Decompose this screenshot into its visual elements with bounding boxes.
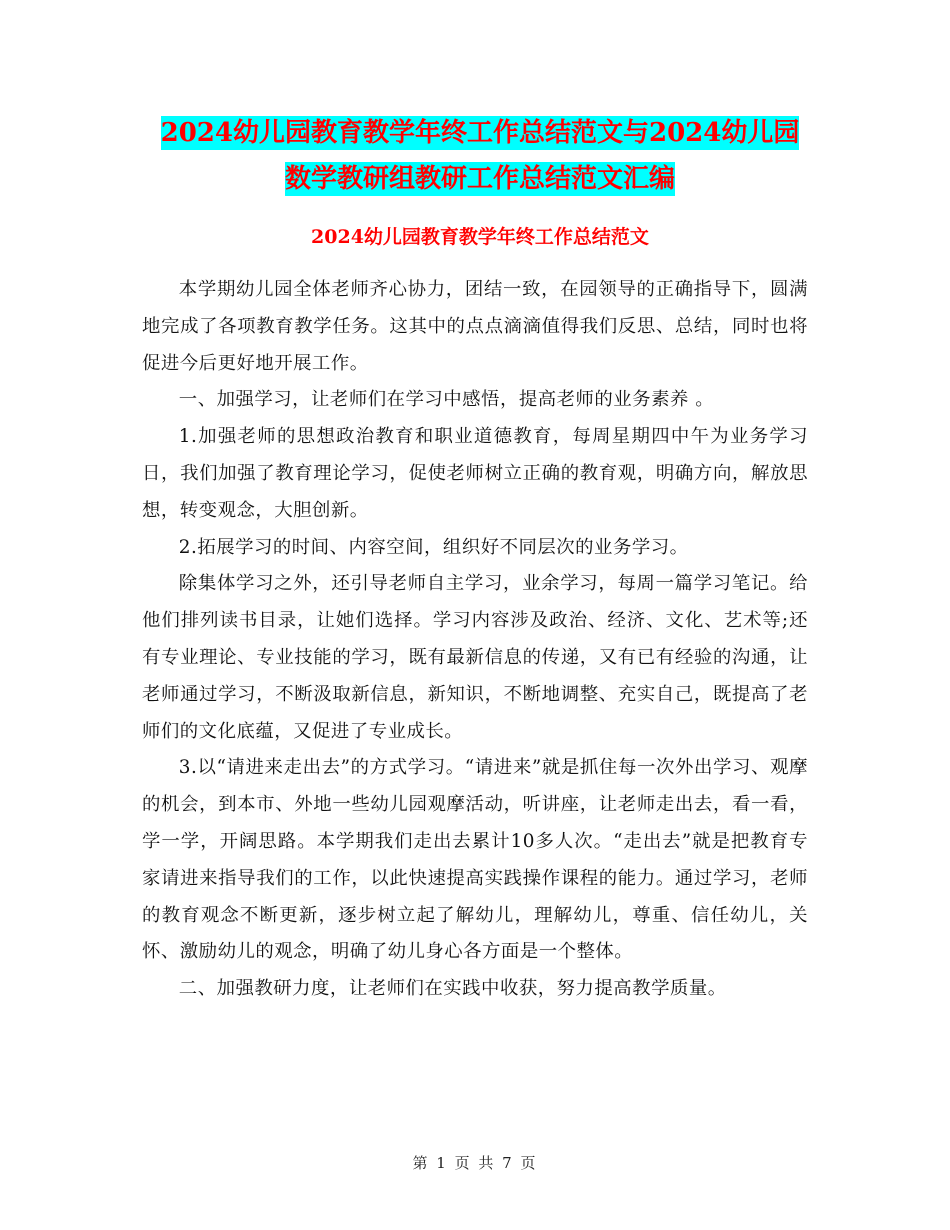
- paragraph: 3.以“请进来走出去”的方式学习。“请进来”就是抓住每一次外出学习、观摩的机会，到本市、外地一些幼儿园观摩活动，听讲座，让老师走出去，看一看，学一学，开阔思路。本学期我们走出去累计10多人次。“走出去”就是把教育专家请进来指导我们的工作，以此快速提高实践操作课程的能力。通过学习，老师的教育观念不断更新，逐步树立起了解幼儿，理解幼儿，尊重、信任幼儿，关怀、激励幼儿的观念，明确了幼儿身心各方面是一个整体。: [142, 757, 808, 963]
- paragraph: 一、加强学习，让老师们在学习中感悟，提高老师的业务素养 。: [178, 389, 715, 411]
- paragraph: 1.加强老师的思想政治教育和职业道德教育，每周星期四中午为业务学习日，我们加强了教育理论学习，促使老师树立正确的教育观，明确方向，解放思想，转变观念，大胆创新。: [142, 426, 808, 521]
- paragraph: 除集体学习之外，还引导老师自主学习，业余学习，每周一篇学习笔记。给他们排列读书目录，让她们选择。学习内容涉及政治、经济、文化、艺术等;还有专业理论、专业技能的学习，既有最新信息的传递，又有已有经验的沟通，让老师通过学习，不断汲取新信息，新知识，不断地调整、充实自己，既提高了老师们的文化底蕴，又促进了专业成长。: [142, 573, 808, 742]
- document-title: [140, 110, 820, 202]
- paragraph: 二、加强教研力度，让老师们在实践中收获，努力提高教学质量。: [178, 978, 727, 1000]
- section-title: 2024幼儿园教育教学年终工作总结范文: [311, 226, 649, 248]
- page-footer: 第 1 页 共 7 页: [412, 1154, 538, 1172]
- document-title-line-1: 2024幼儿园教育教学年终工作总结范文与2024幼儿园: [160, 118, 800, 148]
- document-body: [142, 272, 808, 1008]
- paragraph: 本学期幼儿园全体老师齐心协力，团结一致，在园领导的正确指导下，圆满地完成了各项教育教学任务。这其中的点点滴滴值得我们反思、总结，同时也将促进今后更好地开展工作。: [142, 279, 808, 374]
- paragraph: 2.拓展学习的时间、内容空间，组织好不同层次的业务学习。: [178, 536, 689, 558]
- document-title-line-2: 数学教研组教研工作总结范文汇编: [284, 164, 675, 194]
